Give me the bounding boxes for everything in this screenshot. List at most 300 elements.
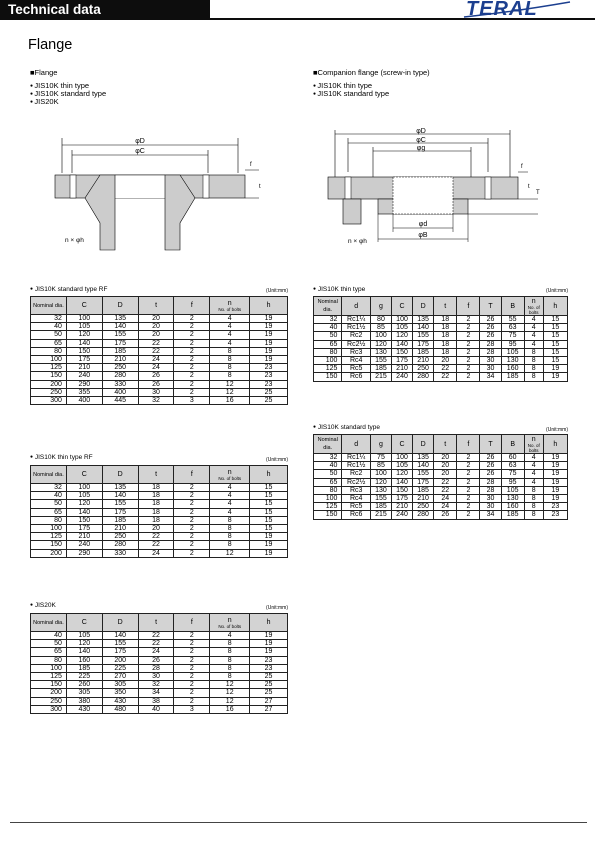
table-row [31, 541, 288, 549]
table-cell: 30 [480, 503, 501, 511]
column-header-B: B [501, 435, 524, 454]
table-cell: 105 [391, 462, 412, 470]
table-cell: 2 [174, 541, 210, 549]
column-header-t: t [434, 297, 457, 316]
column-header-h: h [250, 297, 288, 315]
table-cell: 38 [138, 697, 174, 705]
table-cell: Rc2½ [342, 478, 370, 486]
table-cell: 175 [102, 508, 138, 516]
table-cell: 100 [370, 332, 391, 340]
table-cell: 4 [210, 323, 250, 331]
dim-C-label: φC [135, 148, 145, 155]
table-cell: 200 [102, 656, 138, 664]
table-cell: 155 [102, 640, 138, 648]
table-cell: 15 [543, 348, 567, 356]
table-cell: 15 [250, 524, 288, 532]
table-cell: Rc4 [342, 356, 370, 364]
table-cell: 18 [434, 340, 457, 348]
table-cell: 400 [66, 396, 102, 404]
table-cell: 75 [501, 332, 524, 340]
table-cell: 50 [314, 470, 342, 478]
column-header-C: C [391, 297, 412, 316]
table-cell: 18 [138, 484, 174, 492]
table-cell: 210 [66, 533, 102, 541]
column-header-d: d [342, 297, 370, 316]
table-cell: 20 [138, 315, 174, 323]
table-cell: 250 [413, 365, 434, 373]
column-header-nominal: Nominal dia. [31, 466, 67, 484]
table-cell: 2 [174, 347, 210, 355]
unit-label: (Unit:mm) [546, 288, 568, 294]
table-cell: 19 [250, 640, 288, 648]
table-row [31, 549, 288, 557]
column-header-C: C [391, 435, 412, 454]
column-header-D: D [413, 297, 434, 316]
table-cell: 22 [138, 632, 174, 640]
dim-t-label: t [528, 184, 530, 190]
table-cell: 8 [210, 372, 250, 380]
table-cell: 18 [138, 516, 174, 524]
footer-rule [10, 822, 587, 823]
table-row [31, 516, 288, 524]
table-cell: 200 [31, 380, 67, 388]
table-cell: 280 [413, 511, 434, 519]
table-cell: 135 [102, 484, 138, 492]
dim-f-label: f [521, 164, 523, 170]
table-cell: 19 [250, 347, 288, 355]
table-cell: Rc3 [342, 486, 370, 494]
table-cell: 40 [314, 324, 342, 332]
table-cell: 120 [66, 500, 102, 508]
table-cell: 15 [543, 324, 567, 332]
table-cell: 4 [524, 316, 543, 324]
table-cell: 8 [210, 364, 250, 372]
table-cell: 19 [250, 331, 288, 339]
table-cell: 8 [210, 347, 250, 355]
table-cell: 105 [501, 348, 524, 356]
column-header-T: T [480, 297, 501, 316]
table-cell: 250 [102, 533, 138, 541]
table-cell: 100 [370, 470, 391, 478]
table-cell: 2 [174, 648, 210, 656]
table-cell: 32 [314, 454, 342, 462]
table-cell: 8 [210, 664, 250, 672]
table-cell: 2 [174, 339, 210, 347]
table-cell: 120 [66, 640, 102, 648]
table-cell: 2 [174, 632, 210, 640]
table-cell: 4 [210, 331, 250, 339]
column-header-d: d [342, 435, 370, 454]
table-cell: 175 [391, 494, 412, 502]
table-cell: 4 [210, 508, 250, 516]
table-cell: 4 [210, 632, 250, 640]
table-cell: 40 [314, 462, 342, 470]
table-row [31, 484, 288, 492]
table-cell: 2 [174, 492, 210, 500]
table-cell: 2 [457, 470, 480, 478]
table-cell: 280 [102, 372, 138, 380]
column-header-D: D [102, 297, 138, 315]
column-header-n: n No. of bolts [210, 466, 250, 484]
column-header-f: f [174, 466, 210, 484]
table-cell: 23 [250, 656, 288, 664]
table-cell: 140 [102, 492, 138, 500]
table-cell: Rc1¼ [342, 316, 370, 324]
table-cell: 125 [314, 365, 342, 373]
table-cell: 8 [210, 640, 250, 648]
table-cell: 240 [66, 372, 102, 380]
table-cell: 65 [314, 340, 342, 348]
table-cell: 290 [66, 549, 102, 557]
table-cell: 65 [31, 648, 67, 656]
table-cell: 20 [434, 462, 457, 470]
table-cell: 4 [524, 470, 543, 478]
list-item: ● JIS10K standard type [30, 90, 106, 98]
table-cell: 80 [314, 348, 342, 356]
table-cell: 19 [250, 549, 288, 557]
table-cell: 100 [31, 524, 67, 532]
table-cell: 8 [524, 503, 543, 511]
table-cell: 2 [174, 681, 210, 689]
dim-B-label: φB [418, 232, 428, 239]
table-cell: 50 [31, 500, 67, 508]
table-cell: 2 [174, 364, 210, 372]
table-cell: 105 [66, 323, 102, 331]
table-cell: 200 [31, 549, 67, 557]
table-cell: 19 [250, 339, 288, 347]
table-cell: 150 [314, 511, 342, 519]
table-cell: 26 [480, 470, 501, 478]
table-cell: 120 [370, 340, 391, 348]
table-cell: Rc6 [342, 511, 370, 519]
table-cell: 2 [174, 484, 210, 492]
table-cell: 215 [370, 511, 391, 519]
table-cell: 4 [524, 324, 543, 332]
table-cell: 95 [501, 340, 524, 348]
table-cell: 150 [31, 372, 67, 380]
companion-type-list [313, 82, 430, 98]
table-comp-thin [313, 296, 568, 382]
table-cell: 160 [501, 365, 524, 373]
table-cell: 140 [66, 508, 102, 516]
table-cell: 105 [66, 492, 102, 500]
table-jis20k [30, 613, 288, 714]
table-cell: 19 [543, 470, 567, 478]
table-cell: 8 [524, 356, 543, 364]
table-cell: 65 [31, 339, 67, 347]
table-cell: 15 [543, 340, 567, 348]
table-cell: 3 [174, 396, 210, 404]
table-row [314, 494, 568, 502]
table-row [314, 454, 568, 462]
column-header-n: n No. of bolts [210, 614, 250, 632]
table-cell: 28 [480, 340, 501, 348]
unit-label: (Unit:mm) [546, 427, 568, 433]
table-cell: 23 [250, 364, 288, 372]
column-header-g: g [370, 297, 391, 316]
table-cell: 480 [102, 705, 138, 713]
table-cell: 23 [543, 511, 567, 519]
table-cell: 8 [210, 355, 250, 363]
table-row [31, 681, 288, 689]
table-cell: 125 [31, 364, 67, 372]
table-cell: 305 [102, 681, 138, 689]
header-title: Technical data [8, 2, 101, 17]
table-cell: 210 [391, 503, 412, 511]
column-header-nominal: Nominal dia. [314, 297, 342, 316]
table-cell: 18 [434, 348, 457, 356]
table-cell: 130 [501, 494, 524, 502]
table-cell: 15 [250, 500, 288, 508]
table-cell: 65 [314, 478, 342, 486]
table-title-jis20k: ● JIS20K [30, 602, 56, 609]
table-cell: 290 [66, 380, 102, 388]
table-cell: 20 [434, 470, 457, 478]
table-cell: 28 [480, 486, 501, 494]
table-cell: 250 [31, 697, 67, 705]
table-cell: 150 [31, 541, 67, 549]
table-cell: 40 [138, 705, 174, 713]
table-cell: 140 [413, 324, 434, 332]
table-cell: 135 [413, 454, 434, 462]
companion-section [313, 68, 430, 98]
table-cell: 63 [501, 324, 524, 332]
table-cell: 150 [391, 348, 412, 356]
table-cell: 2 [457, 478, 480, 486]
table-header-row [314, 435, 568, 454]
table-cell: 23 [250, 372, 288, 380]
table-cell: 8 [524, 486, 543, 494]
table-cell: 18 [434, 324, 457, 332]
companion-flange-diagram [323, 122, 543, 247]
table-row [314, 316, 568, 324]
column-header-h: h [543, 297, 567, 316]
table-cell: 12 [210, 380, 250, 388]
table-cell: 8 [210, 541, 250, 549]
table-cell: 2 [457, 356, 480, 364]
table-cell: 155 [102, 500, 138, 508]
table-row [31, 388, 288, 396]
companion-heading: ■Companion flange (screw-in type) [313, 68, 430, 77]
dim-g-label: φg [416, 145, 426, 152]
table-cell: 185 [413, 486, 434, 494]
table-cell: 215 [370, 373, 391, 381]
table-cell: 2 [174, 331, 210, 339]
table-cell: 20 [434, 454, 457, 462]
table-cell: 8 [210, 524, 250, 532]
table-cell: 160 [501, 503, 524, 511]
table-row [31, 697, 288, 705]
table-cell: 150 [314, 373, 342, 381]
table-cell: 2 [174, 315, 210, 323]
table-cell: 355 [66, 388, 102, 396]
table-cell: 155 [413, 470, 434, 478]
table-row [314, 324, 568, 332]
list-item: ● JIS10K thin type [30, 82, 106, 90]
unit-label: (Unit:mm) [266, 605, 288, 611]
table-cell: 19 [543, 462, 567, 470]
table-cell: 24 [138, 355, 174, 363]
table-cell: 120 [391, 470, 412, 478]
column-header-g: g [370, 435, 391, 454]
table-cell: 175 [66, 524, 102, 532]
page-title: Flange [28, 37, 73, 53]
table-cell: 100 [314, 356, 342, 364]
table-cell: 2 [174, 640, 210, 648]
table-cell: 2 [174, 689, 210, 697]
column-header-f: f [457, 435, 480, 454]
table-cell: 20 [138, 331, 174, 339]
table-cell: 23 [250, 380, 288, 388]
table-cell: Rc3 [342, 348, 370, 356]
table-cell: 15 [250, 484, 288, 492]
table-cell: 12 [210, 388, 250, 396]
table-cell: 15 [543, 356, 567, 364]
table-cell: 18 [138, 492, 174, 500]
table-cell: 22 [138, 339, 174, 347]
table-cell: 105 [501, 486, 524, 494]
table-row [31, 648, 288, 656]
table-cell: 350 [102, 689, 138, 697]
table-cell: 23 [250, 664, 288, 672]
table-row [31, 640, 288, 648]
table-cell: 2 [457, 494, 480, 502]
table-cell: 3 [174, 705, 210, 713]
table-cell: 2 [457, 462, 480, 470]
table-row [31, 508, 288, 516]
table-cell: 15 [250, 508, 288, 516]
table-cell: Rc5 [342, 365, 370, 373]
flange-heading: ■Flange [30, 68, 58, 77]
list-item: ● JIS10K standard type [313, 90, 430, 98]
table-cell: 24 [138, 549, 174, 557]
table-cell: 50 [314, 332, 342, 340]
table-cell: 2 [457, 503, 480, 511]
table-cell: 15 [250, 516, 288, 524]
table-std-rf [30, 296, 288, 405]
table-cell: 8 [524, 373, 543, 381]
table-cell: 28 [138, 664, 174, 672]
table-row [31, 672, 288, 680]
table-cell: 19 [250, 533, 288, 541]
table-cell: 175 [391, 356, 412, 364]
table-cell: 32 [138, 681, 174, 689]
table-cell: 8 [524, 494, 543, 502]
table-cell: 32 [31, 315, 67, 323]
table-cell: 100 [391, 316, 412, 324]
table-cell: 80 [31, 516, 67, 524]
column-header-D: D [102, 614, 138, 632]
dim-nh-label: n × φh [65, 237, 84, 244]
table-cell: 8 [210, 516, 250, 524]
table-cell: Rc2 [342, 470, 370, 478]
table-cell: Rc1½ [342, 462, 370, 470]
table-row [31, 396, 288, 404]
table-cell: 4 [524, 478, 543, 486]
table-cell: 100 [31, 664, 67, 672]
table-cell: 140 [66, 339, 102, 347]
table-cell: 2 [174, 697, 210, 705]
table-cell: 240 [391, 511, 412, 519]
table-cell: 125 [31, 672, 67, 680]
table-cell: 16 [210, 705, 250, 713]
table-cell: 8 [524, 365, 543, 373]
table-cell: 2 [174, 672, 210, 680]
table-header-row [31, 614, 288, 632]
table-cell: 75 [370, 454, 391, 462]
table-cell: 26 [480, 454, 501, 462]
flange-section [30, 68, 106, 106]
table-cell: 50 [31, 331, 67, 339]
table-cell: Rc1½ [342, 324, 370, 332]
table-cell: 140 [102, 632, 138, 640]
table-cell: 2 [457, 373, 480, 381]
table-cell: 160 [66, 656, 102, 664]
table-cell: 22 [434, 478, 457, 486]
table-cell: 26 [480, 332, 501, 340]
svg-text:TERAL: TERAL [466, 0, 538, 20]
column-header-f: f [174, 297, 210, 315]
table-cell: 8 [210, 656, 250, 664]
table-cell: 12 [210, 689, 250, 697]
table-cell: 130 [370, 486, 391, 494]
table-row [314, 503, 568, 511]
table-cell: 40 [31, 632, 67, 640]
table-cell: 155 [370, 356, 391, 364]
table-cell: 30 [480, 494, 501, 502]
table-cell: 100 [66, 484, 102, 492]
table-row [314, 373, 568, 381]
table-cell: 175 [102, 339, 138, 347]
table-cell: 4 [210, 492, 250, 500]
table-cell: 155 [413, 332, 434, 340]
table-cell: 330 [102, 549, 138, 557]
table-cell: 225 [66, 672, 102, 680]
column-header-h: h [250, 614, 288, 632]
column-header-t: t [138, 614, 174, 632]
table-cell: 24 [138, 648, 174, 656]
table-cell: 140 [66, 648, 102, 656]
table-cell: 25 [250, 672, 288, 680]
table-cell: 2 [174, 355, 210, 363]
table-cell: 18 [434, 332, 457, 340]
table-cell: 24 [434, 494, 457, 502]
table-cell: 80 [31, 347, 67, 355]
table-cell: 4 [524, 462, 543, 470]
table-row [314, 365, 568, 373]
dim-C-label: φC [416, 137, 426, 144]
table-cell: 4 [524, 340, 543, 348]
table-row [31, 323, 288, 331]
table-cell: 2 [457, 348, 480, 356]
table-cell: 125 [31, 533, 67, 541]
table-cell: 22 [434, 373, 457, 381]
dim-t-label: t [259, 184, 261, 190]
table-cell: 30 [138, 672, 174, 680]
table-cell: 430 [102, 697, 138, 705]
table-cell: 120 [391, 332, 412, 340]
table-row [31, 372, 288, 380]
table-cell: 280 [102, 541, 138, 549]
table-cell: 185 [413, 348, 434, 356]
table-cell: 280 [413, 373, 434, 381]
table-cell: 135 [413, 316, 434, 324]
table-cell: 32 [31, 484, 67, 492]
table-cell: 210 [391, 365, 412, 373]
table-cell: 22 [434, 365, 457, 373]
table-row [314, 486, 568, 494]
table-cell: 150 [66, 347, 102, 355]
